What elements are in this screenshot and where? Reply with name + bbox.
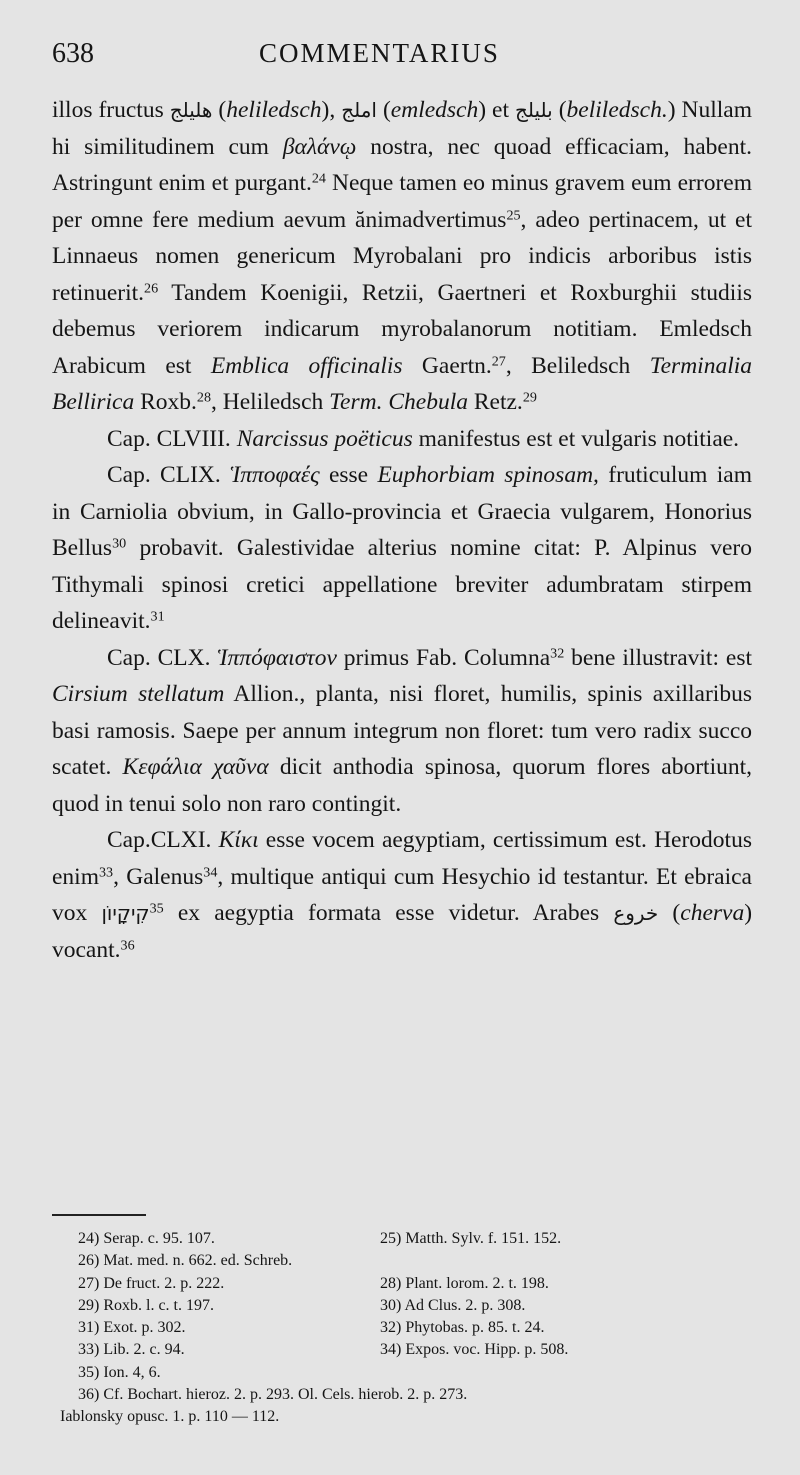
italic-term: Euphorbiam spinosam, [377, 462, 599, 488]
arabic-word: خروع [613, 901, 659, 925]
text: ( [376, 97, 391, 123]
footnote-continuation: Iablonsky opusc. 1. p. 110 — 112. [60, 1408, 280, 1426]
text: ( [658, 900, 681, 926]
text: ), [321, 97, 342, 123]
greek-term: βαλάνῳ [282, 133, 357, 160]
arabic-word: املج [341, 98, 377, 122]
footnote: 27) De fruct. 2. p. 222. [78, 1274, 225, 1292]
footnote-ref: 31 [150, 608, 165, 625]
footnote-row [78, 1317, 768, 1339]
text: Cap. CLVIII. [107, 425, 237, 452]
footnote-ref: 27 [491, 352, 506, 369]
text: probavit. Galestividae alterius nomine citat: P. Alpinus vero Tithymali spinosi cretici appellatione breviter adumbratam stirpem delineavit. [52, 535, 752, 634]
greek-term: Ἱπποφαές [230, 462, 320, 488]
footnote-row [78, 1273, 768, 1295]
text: , Heliledsch [211, 389, 330, 415]
footnote-ref: 26 [144, 279, 159, 296]
text: esse vocem aegyptiam, certissimum est. Herodotus enim [52, 827, 752, 890]
footnote: 35) Ion. 4, 6. [78, 1363, 161, 1381]
italic-term: Terminalia Bellirica [52, 352, 752, 415]
running-title: COMMENTARIUS [259, 38, 500, 68]
italic-term: Term. Chebula [329, 389, 468, 415]
footnote: 30) Ad Clus. 2. p. 308. [380, 1296, 526, 1314]
text: , Galenus [113, 863, 204, 890]
greek-term: Ἱππόφαιστον [217, 644, 337, 671]
footnote: 33) Lib. 2. c. 94. [78, 1341, 185, 1359]
footnote-ref: 24 [311, 170, 326, 187]
footnote-row [78, 1228, 768, 1250]
page-header [52, 38, 752, 78]
footnote-row [78, 1295, 768, 1317]
text: dicit anthodia spinosa, quorum flores abortiunt, quod in tenui solo non raro contingit. [52, 754, 753, 817]
text: primus Fab. Columna [336, 644, 551, 671]
text: ( [212, 97, 227, 123]
paragraph-cap-clxi [52, 822, 752, 968]
italic-term: cherva [680, 900, 745, 926]
text: , adeo pertinacem, ut et Linnaeus nomen genericum Myrobalani pro indicis arboribus istis retinuerit. [52, 206, 753, 306]
arabic-word: بليلج [515, 98, 553, 122]
paragraph-cap-clix [52, 457, 752, 640]
text: nostra, nec quoad efficaciam, habent. Astringunt enim et purgant. [52, 133, 753, 196]
text: Cap.CLXI. [107, 827, 219, 853]
footnote: 24) Serap. c. 95. 107. [78, 1230, 215, 1247]
footnote: 26) Mat. med. n. 662. ed. Schreb. [78, 1252, 293, 1270]
text: Cap. CLIX. [107, 462, 231, 488]
footnote-ref: 33 [99, 863, 114, 880]
footnotes [60, 1228, 768, 1429]
text: Roxb. [134, 389, 197, 415]
footnote-ref: 29 [522, 389, 537, 406]
text: Cap. CLX. [107, 644, 218, 671]
italic-term: Cirsium stellatum [52, 681, 225, 707]
paragraph-cap-clx [52, 640, 752, 823]
text: fruticulum iam in Carniolia obvium, in Gallo-provincia et Graecia vulgarem, Honorius Bellus [52, 462, 753, 561]
footnote: 29) Roxb. l. c. t. 197. [78, 1296, 214, 1314]
main-text [52, 92, 752, 968]
text: bene illustravit: est [564, 644, 752, 671]
text: Tandem Koenigii, Retzii, Gaertneri et Roxburghii studiis debemus veriorem indicarum myrobalanorum notitiam. Emledsch Arabicum est [52, 279, 752, 379]
greek-term: Κεφάλια χαῦνα [122, 754, 269, 780]
footnote-ref: 36 [120, 936, 135, 953]
hebrew-word: קִיקָיוֹן [101, 901, 150, 925]
footnote: 32) Phytobas. p. 85. t. 24. [380, 1319, 545, 1337]
footnote: 31) Exot. p. 302. [78, 1319, 186, 1337]
paragraph-myrobalans [52, 92, 752, 421]
greek-term: Κίκι [218, 827, 259, 853]
text: , Beliledsch [505, 352, 650, 379]
paragraph-cap-clviii [52, 421, 752, 458]
text: Allion., planta, nisi floret, humilis, spinis axillaribus basi ramosis. Saepe per annum integrum non floret: tum vero radix succo scatet. [52, 681, 752, 780]
page-number: 638 [52, 38, 94, 69]
footnote-ref: 34 [203, 863, 218, 880]
footnote-rule [52, 1214, 146, 1216]
footnote-ref: 25 [506, 206, 521, 223]
text: ) et [478, 97, 516, 123]
italic-term: beliledsch. [566, 97, 668, 123]
footnote-ref: 30 [112, 535, 127, 552]
text: illos fructus [52, 97, 170, 123]
text: , multique antiqui cum Hesychio id testantur. Et ebraica vox [52, 863, 752, 926]
footnote: 36) Cf. Bochart. hieroz. 2. p. 293. Ol. Cels. hierob. 2. p. 273. [78, 1386, 468, 1404]
footnote: 34) Expos. voc. Hipp. p. 508. [380, 1341, 569, 1359]
text: Gaertn. [402, 352, 492, 379]
footnote-ref: 35 [149, 900, 164, 917]
footnote-ref: 28 [196, 389, 212, 406]
footnote-row [78, 1339, 768, 1361]
text: ex aegyptia formata esse videtur. Arabes [163, 900, 614, 926]
italic-term: emledsch [390, 97, 479, 123]
footnote: 25) Matth. Sylv. f. 151. 152. [380, 1230, 562, 1247]
arabic-word: هليلج [169, 98, 213, 122]
text: ) vocant. [52, 900, 753, 963]
text: ( [552, 97, 567, 123]
text: Retz. [467, 389, 523, 415]
text: manifestus est et vulgaris notitiae. [412, 425, 740, 452]
text: Neque tamen eo minus gravem eum errorem per omne fere medium aevum ănimadvertimus [52, 170, 752, 233]
italic-term: Emblica officinalis [210, 352, 403, 379]
text: ) Nullam hi similitudinem cum [52, 97, 753, 160]
text: esse [319, 462, 378, 488]
footnote: 28) Plant. lorom. 2. t. 198. [380, 1274, 549, 1292]
footnote-ref: 32 [550, 644, 565, 661]
italic-term: Narcissus poëticus [236, 425, 413, 452]
italic-term: heliledsch [226, 97, 322, 123]
